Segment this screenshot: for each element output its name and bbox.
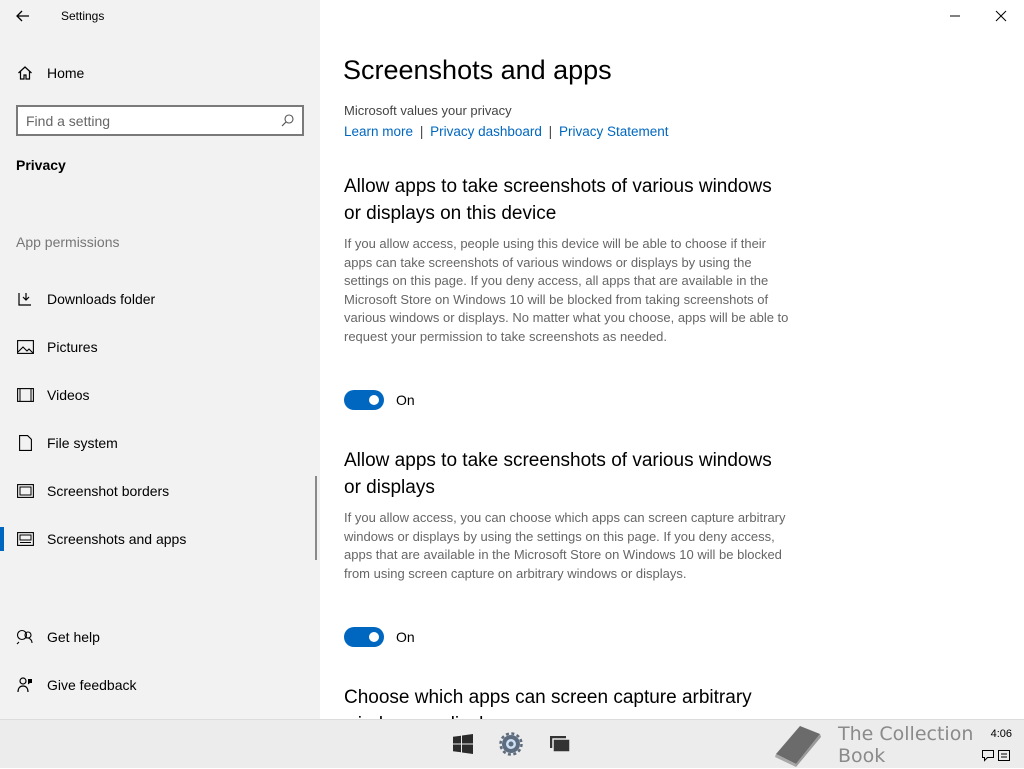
file-system-icon (16, 434, 34, 452)
screenshots-apps-icon (16, 530, 34, 548)
link-separator: | (548, 124, 553, 139)
home-label: Home (47, 65, 85, 81)
gear-icon (499, 732, 523, 756)
toggle-state-label: On (396, 392, 415, 408)
apps-screenshots-toggle[interactable] (344, 627, 384, 647)
app-title: Settings (61, 9, 105, 23)
sidebar-item-file-system[interactable] (0, 421, 316, 465)
device-screenshots-toggle[interactable] (344, 390, 384, 410)
help-icon (16, 628, 34, 646)
title-bar (0, 0, 320, 32)
learn-more-link[interactable]: Learn more (344, 124, 414, 139)
sidebar-item-home[interactable] (16, 58, 84, 88)
back-arrow-icon (16, 10, 30, 22)
sidebar-item-label: Pictures (47, 339, 98, 355)
task-view-icon (549, 735, 571, 753)
start-button[interactable] (451, 732, 475, 756)
sidebar-item-label: Get help (47, 629, 100, 645)
sidebar-item-label: File system (47, 435, 118, 451)
search-input[interactable] (26, 113, 281, 129)
sidebar-item-label: Screenshots and apps (47, 531, 187, 547)
sidebar-item-label: Downloads folder (47, 291, 156, 307)
notification-icon[interactable] (982, 750, 994, 761)
link-separator: | (419, 124, 424, 139)
videos-icon (16, 386, 34, 404)
section-description: If you allow access, you can choose which apps can screen capture arbitrary windows or displays by using the settings on this page. If you deny access, apps that are available in the Microsoft Store on Windows 10 will be blocked from using screen capture on arbitrary windows or displays. (344, 510, 786, 581)
privacy-dashboard-link[interactable]: Privacy dashboard (430, 124, 542, 139)
settings-taskbar-button[interactable] (499, 732, 523, 756)
privacy-note: Microsoft values your privacy (344, 103, 512, 118)
taskbar (0, 719, 1024, 768)
search-icon[interactable] (281, 114, 294, 127)
watermark-text: The Collection Book (838, 722, 974, 767)
sidebar-item-get-help[interactable] (0, 615, 316, 659)
sidebar-item-label: Screenshot borders (47, 483, 170, 499)
downloads-folder-icon (16, 290, 34, 308)
sidebar-item-screenshot-borders[interactable] (0, 469, 316, 513)
sidebar-item-pictures[interactable] (0, 325, 316, 369)
clock[interactable]: 4:06 (990, 728, 1012, 740)
sidebar-item-screenshots-and-apps[interactable] (0, 517, 316, 561)
pictures-icon (16, 338, 34, 356)
sidebar-scrollbar[interactable] (315, 476, 317, 560)
group-label: App permissions (16, 234, 120, 250)
sidebar-item-label: Give feedback (47, 677, 137, 693)
task-view-button[interactable] (548, 732, 572, 756)
sidebar-item-give-feedback[interactable] (0, 663, 316, 707)
apps-screenshots-toggle-row (344, 627, 415, 647)
privacy-links (344, 124, 669, 139)
keyboard-icon[interactable] (998, 750, 1010, 761)
back-button[interactable] (0, 0, 46, 32)
windows-logo-icon (453, 734, 473, 754)
minimize-button[interactable] (932, 0, 978, 32)
device-screenshots-toggle-row (344, 390, 415, 410)
watermark (772, 720, 1024, 769)
section-heading: Allow apps to take screenshots of various windows or displays on this device (344, 176, 772, 224)
toggle-knob (369, 632, 379, 642)
minimize-icon (950, 11, 960, 21)
section-description: If you allow access, people using this device will be able to choose if their apps can take screenshots of various windows or displays by using the settings on this page. If you deny access, all apps that are available in the Microsoft Store on Windows 10 will be blocked from taking screenshots of various windows or displays. No matter what you choose, apps will be able to request your permission to take screenshots as needed. (344, 236, 789, 344)
close-icon (996, 11, 1006, 21)
privacy-statement-link[interactable]: Privacy Statement (558, 124, 669, 139)
sidebar-item-downloads-folder[interactable] (0, 277, 316, 321)
system-tray (982, 750, 1010, 761)
home-icon (16, 64, 34, 82)
page-title: Screenshots and apps (343, 55, 612, 85)
sidebar-item-videos[interactable] (0, 373, 316, 417)
toggle-knob (369, 395, 379, 405)
main-content (320, 0, 1024, 719)
sidebar (0, 0, 320, 719)
section-heading: Allow apps to take screenshots of various windows or displays (344, 450, 772, 498)
section-title: Privacy (16, 157, 66, 173)
sidebar-item-label: Videos (47, 387, 90, 403)
toggle-state-label: On (396, 629, 415, 645)
book-icon (772, 722, 824, 768)
window-controls (932, 0, 1024, 32)
screenshot-borders-icon (16, 482, 34, 500)
feedback-icon (16, 676, 34, 694)
close-button[interactable] (978, 0, 1024, 32)
section-heading: Choose which apps can screen capture arbitrary (344, 687, 752, 708)
search-box[interactable] (16, 105, 304, 136)
